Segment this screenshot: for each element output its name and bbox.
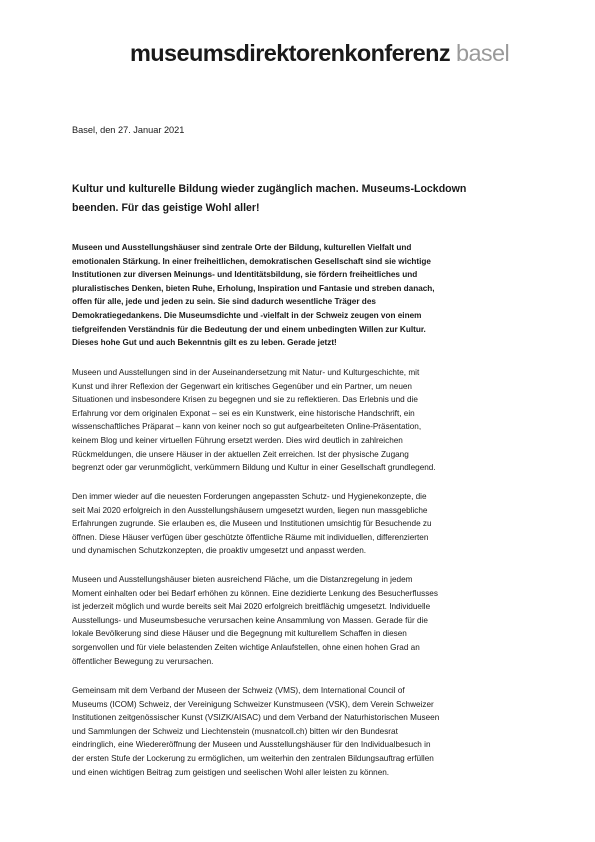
title-line: Kultur und kulturelle Bildung wieder zugänglich machen. Museums-Lockdown xyxy=(72,183,467,195)
letterhead-organization: museumsdirektorenkonferenz xyxy=(130,40,451,66)
paragraph-line: und dynamischen Schutzkonzepten, die proaktiv umgesetzt und anpasst werden. xyxy=(72,546,367,556)
document-title xyxy=(72,180,532,218)
paragraph-line: lokale Bevölkerung sind diese Häuser und die Begegnung mit kulturellem Schaffen in diesen xyxy=(72,629,407,639)
paragraph-line: offen für alle, jede und jeden zu sein. Sie sind dadurch wesentliche Träger des xyxy=(72,297,376,307)
paragraph-line: Gemeinsam mit dem Verband der Museen der Schweiz (VMS), dem International Council of xyxy=(72,686,405,695)
paragraph-line: Institutionen zeitgenössischer Kunst (VSIZK/AISAC) und dem Verband der Naturhistorischen Museen xyxy=(72,713,440,723)
paragraph-line: Erfahrung vor dem originalen Exponat – sei es ein Kunstwerk, eine historische Handschrift, ein xyxy=(72,408,415,418)
paragraph-line: öffnen. Diese Häuser verfügen über geschützte öffentliche Räume mit individuellen, differenzierten xyxy=(72,532,429,542)
paragraph-line: Erfahrungen zugrunde. Sie erlauben es, die Museen und Institutionen umsichtig für Besuchende zu xyxy=(72,519,432,529)
paragraph-line: emotionalen Stärkung. In einer freiheitlichen, demokratischen Gesellschaft sind sie wichtige xyxy=(72,256,431,266)
paragraph-line: Demokratiegedankens. Die Museumsdichte und -vielfalt in der Schweiz zeugen von einem xyxy=(72,310,422,320)
paragraph-line: wissenschaftliches Präparat – kann von keiner noch so gut aufgearbeiteten Online-Präsentation, xyxy=(72,422,422,432)
title-line: beenden. Für das geistige Wohl aller! xyxy=(72,202,260,214)
paragraph-line: der ersten Stufe der Lockerung zu ermöglichen, um weiterhin den zentralen Bildungsauftrag erfüllen xyxy=(72,753,434,763)
paragraph-line: Museen und Ausstellungen sind in der Auseinandersetzung mit Natur- und Kulturgeschichte, mit xyxy=(72,368,420,377)
lead-paragraph xyxy=(72,241,524,350)
paragraph-line: Moment einhalten oder bei Bedarf erhöhen zu können. Eine dezidierte Lenkung des Besucherflusses xyxy=(72,588,438,598)
paragraph-line: Dieses hohe Gut und auch Bekenntnis gilt es zu leben. Gerade jetzt! xyxy=(72,338,337,348)
paragraph-line: Museums (ICOM) Schweiz, der Vereinigung Schweizer Kunstmuseen (VSK), dem Verein Schweizer xyxy=(72,699,434,709)
paragraph-line: ist jederzeit möglich und wurde bereits seit Mai 2020 erfolgreich breitflächig umgesetzt. Individuelle xyxy=(72,602,431,612)
letterhead-city: basel xyxy=(455,40,510,66)
paragraph-line: Rückmeldungen, die unsere Häuser in der aktuellen Zeit erreichen. Ist der physische Zugang xyxy=(72,449,409,459)
body-paragraph-1 xyxy=(72,366,524,475)
paragraph-line: sorgenvollen und für viele belastenden Zeiten wichtige Anlaufstellen, ohne einen hohen Grad an xyxy=(72,642,420,652)
paragraph-line: Museen und Ausstellungshäuser bieten ausreichend Fläche, um die Distanzregelung in jedem xyxy=(72,575,413,584)
paragraph-line: eindringlich, eine Wiedereröffnung der Museen und Ausstellungshäuser für den Individualbesuch in xyxy=(72,740,431,750)
body-paragraph-2 xyxy=(72,490,524,558)
letter-date: Basel, den 27. Januar 2021 xyxy=(72,125,185,135)
paragraph-line: pluralistisches Denken, bieten Ruhe, Erholung, Inspiration und Fantasie und streben danach, xyxy=(72,283,435,293)
body-paragraph-3 xyxy=(72,573,524,668)
paragraph-line: Museen und Ausstellungshäuser sind zentrale Orte der Bildung, kulturellen Vielfalt und xyxy=(72,243,412,252)
paragraph-line: Ausstellungs- und Museumsbesuche verursachen keine Ansammlung von Massen. Gerade für die xyxy=(72,615,428,625)
paragraph-line: begrenzt oder gar verunmöglicht, verkümmern Bildung und Kultur in einer Gesellschaft grundlegend. xyxy=(72,463,436,473)
paragraph-line: Situationen und insbesondere Krisen zu begegnen und sie zu reflektieren. Das Erlebnis und die xyxy=(72,395,418,405)
paragraph-line: und einen wichtigen Beitrag zum geistigen und seelischen Wohl aller leisten zu können. xyxy=(72,767,390,777)
paragraph-line: tiefgreifenden Verständnis für die Bedeutung der und einem unbedingten Willen zur Kultur. xyxy=(72,324,426,334)
paragraph-line: seit Mai 2020 erfolgreich in den Ausstellungshäusern umgesetzt wurden, liegen nun massgebliche xyxy=(72,505,428,515)
body-paragraph-4 xyxy=(72,684,524,779)
paragraph-line: Den immer wieder auf die neuesten Forderungen angepassten Schutz- und Hygienekonzepte, die xyxy=(72,492,427,501)
paragraph-line: öffentlicher Bewegung zu verursachen. xyxy=(72,656,214,666)
paragraph-line: keinem Blog und keiner virtuellen Führung ersetzt werden. Dies wird deutlich in zahlreichen xyxy=(72,435,403,445)
paragraph-line: Institutionen zur diversen Meinungs- und Identitätsbildung, sie fördern freiheitliches und xyxy=(72,270,418,280)
paragraph-line: Kunst und ihrer Reflexion der Gegenwart ein kritisches Gegenüber und ein Partner, um neuen xyxy=(72,381,412,391)
letterhead xyxy=(130,40,520,70)
paragraph-line: und Sammlungen der Schweiz und Liechtenstein (musnatcoll.ch) bitten wir den Bundesrat xyxy=(72,726,398,736)
